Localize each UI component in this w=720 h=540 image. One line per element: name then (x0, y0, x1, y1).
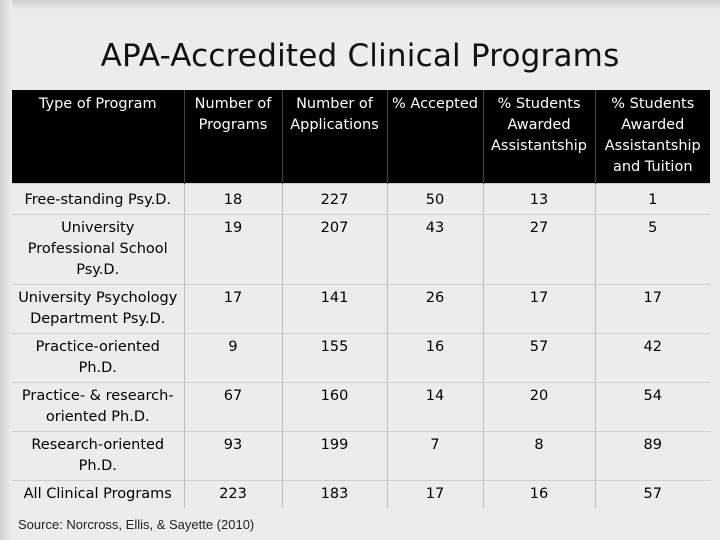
cell-applications: 141 (282, 285, 387, 334)
cell-assistantship: 57 (483, 334, 595, 383)
cell-assistantship-tuition: 1 (595, 184, 710, 215)
programs-table (12, 90, 710, 508)
cell-accepted: 43 (387, 215, 483, 285)
cell-assistantship-tuition: 54 (595, 383, 710, 432)
table-row (12, 184, 710, 215)
cell-accepted: 7 (387, 432, 483, 481)
cell-applications: 155 (282, 334, 387, 383)
cell-applications: 199 (282, 432, 387, 481)
cell-assistantship-tuition: 17 (595, 285, 710, 334)
cell-type: University Psychology Department Psy.D. (12, 285, 184, 334)
cell-type: Free-standing Psy.D. (12, 184, 184, 215)
cell-accepted: 16 (387, 334, 483, 383)
cell-assistantship-tuition: 57 (595, 481, 710, 509)
table-row (12, 481, 710, 509)
cell-programs: 93 (184, 432, 282, 481)
cell-assistantship: 17 (483, 285, 595, 334)
header-number-of-applications: Number of Applications (282, 90, 387, 184)
table-row (12, 383, 710, 432)
header-number-of-programs: Number of Programs (184, 90, 282, 184)
table-header-row (12, 90, 710, 184)
cell-accepted: 50 (387, 184, 483, 215)
cell-assistantship-tuition: 89 (595, 432, 710, 481)
cell-assistantship: 8 (483, 432, 595, 481)
cell-type: Practice- & research-oriented Ph.D. (12, 383, 184, 432)
cell-type: University Professional School Psy.D. (12, 215, 184, 285)
cell-assistantship-tuition: 42 (595, 334, 710, 383)
header-percent-assistantship-tuition: % Students Awarded Assistantship and Tuition (595, 90, 710, 184)
cell-programs: 9 (184, 334, 282, 383)
header-type-of-program: Type of Program (12, 90, 184, 184)
slide-title: APA-Accredited Clinical Programs (100, 38, 620, 74)
cell-programs: 17 (184, 285, 282, 334)
cell-assistantship: 27 (483, 215, 595, 285)
table-row (12, 432, 710, 481)
table-row (12, 285, 710, 334)
header-percent-assistantship: % Students Awarded Assistantship (483, 90, 595, 184)
cell-type: Research-oriented Ph.D. (12, 432, 184, 481)
cell-type: Practice-oriented Ph.D. (12, 334, 184, 383)
table-row (12, 334, 710, 383)
cell-applications: 207 (282, 215, 387, 285)
table-row (12, 215, 710, 285)
header-percent-accepted: % Accepted (387, 90, 483, 184)
cell-assistantship: 13 (483, 184, 595, 215)
cell-applications: 160 (282, 383, 387, 432)
cell-applications: 227 (282, 184, 387, 215)
cell-programs: 67 (184, 383, 282, 432)
cell-programs: 18 (184, 184, 282, 215)
slide-left-edge (0, 0, 12, 540)
source-citation: Source: Norcross, Ellis, & Sayette (2010) (18, 517, 255, 532)
slide-top-edge (0, 0, 720, 10)
cell-assistantship: 16 (483, 481, 595, 509)
cell-programs: 19 (184, 215, 282, 285)
cell-accepted: 17 (387, 481, 483, 509)
cell-programs: 223 (184, 481, 282, 509)
cell-applications: 183 (282, 481, 387, 509)
cell-type: All Clinical Programs (12, 481, 184, 509)
cell-assistantship: 20 (483, 383, 595, 432)
cell-accepted: 14 (387, 383, 483, 432)
cell-accepted: 26 (387, 285, 483, 334)
cell-assistantship-tuition: 5 (595, 215, 710, 285)
